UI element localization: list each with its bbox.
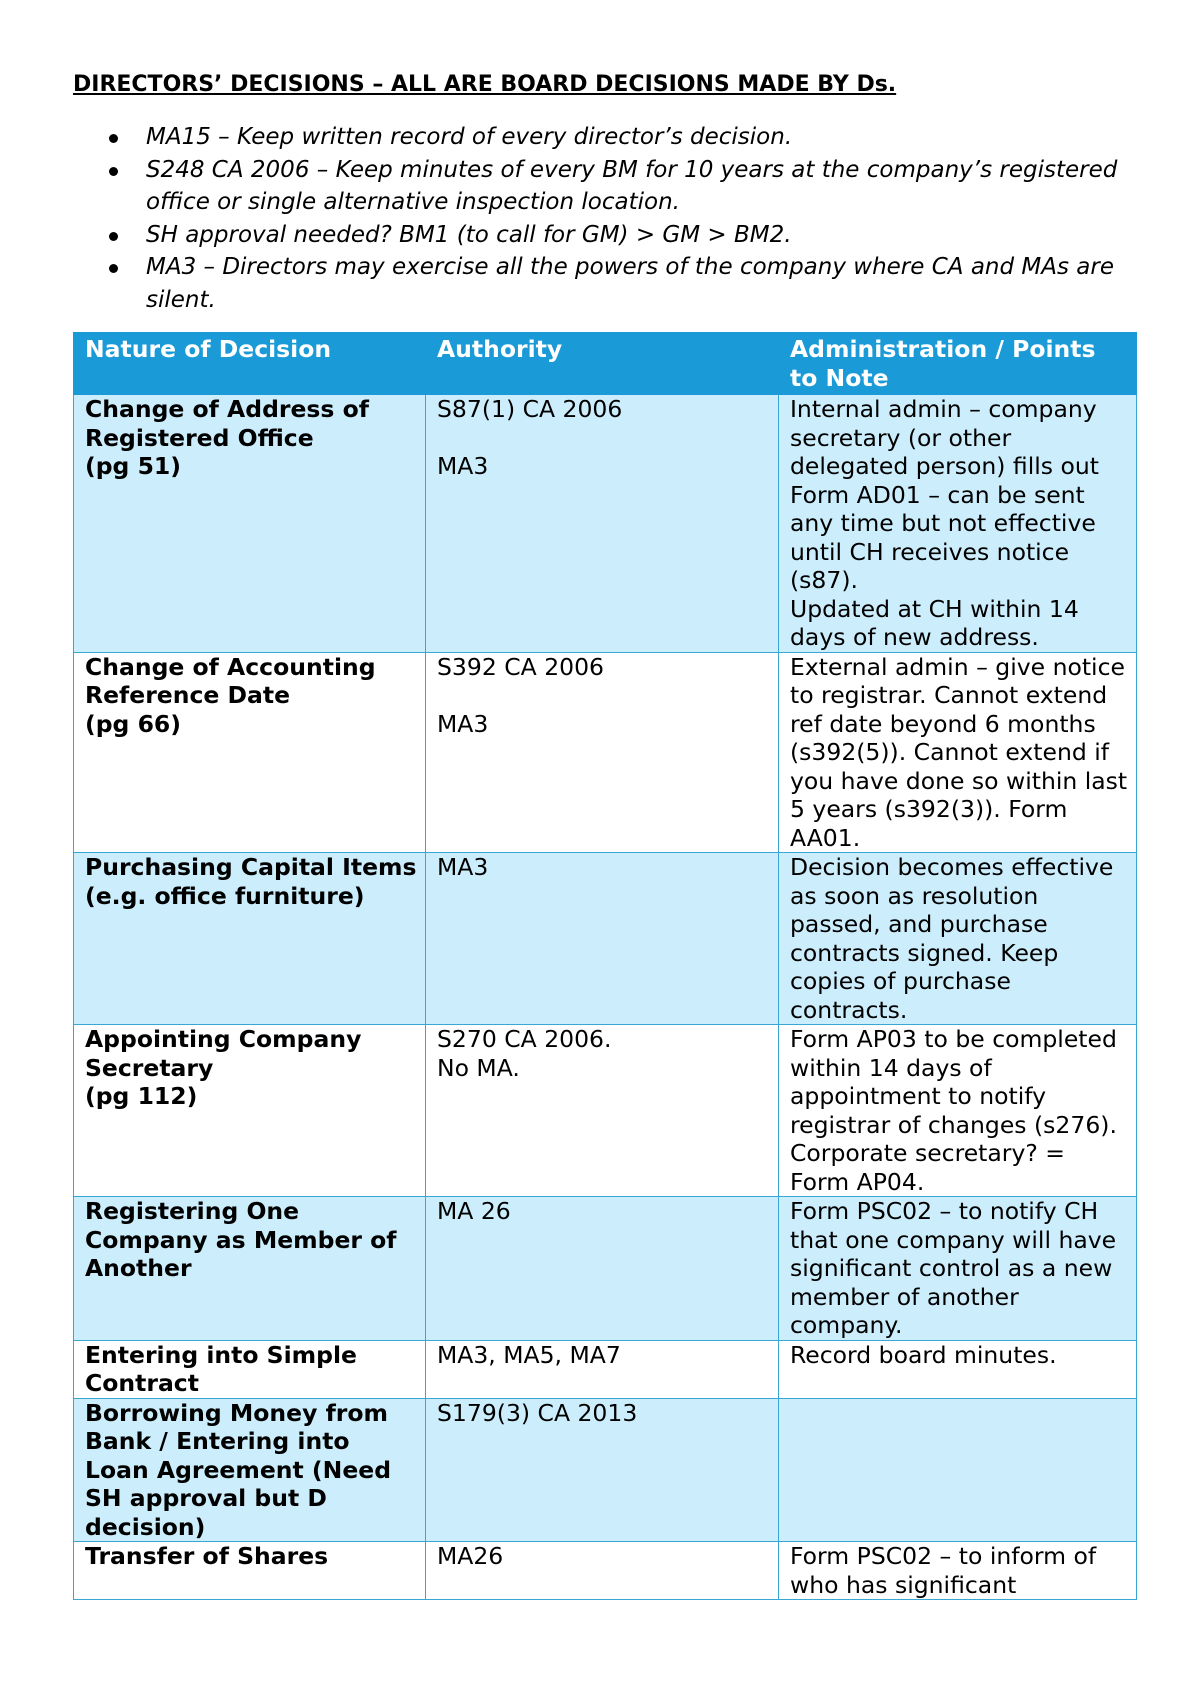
table-row: [74, 1197, 1137, 1341]
nature-text: Borrowing Money from Bank / Entering into Loan Agreement (Need SH approval but D decision): [85, 1398, 392, 1541]
decisions-table: [73, 332, 1137, 1600]
bullet-item: [73, 251, 1143, 316]
notes-cell: [779, 1398, 1137, 1542]
authority-cell: [426, 1025, 779, 1197]
nature-text: Transfer of Shares: [85, 1542, 329, 1570]
table-row: [74, 853, 1137, 1025]
nature-cell: [74, 395, 426, 653]
nature-text: Registering One Company as Member of Another: [85, 1197, 397, 1282]
column-header-authority: Authority: [426, 333, 779, 395]
notes-text: Record board minutes.: [790, 1340, 1057, 1369]
nature-cell: [74, 853, 426, 1025]
authority-text: S392 CA 2006: [437, 652, 605, 681]
notes-text: Form PSC02 – to inform of who has significant: [790, 1542, 1097, 1599]
notes-cell: [779, 1197, 1137, 1341]
nature-text: Change of Address of Registered Office: [85, 395, 369, 452]
bullet-text: MA3 – Directors may exercise all the powers of the company where CA and MAs are silent.: [146, 254, 1114, 313]
column-header-nature: Nature of Decision: [74, 333, 426, 395]
authority-text: S179(3) CA 2013: [437, 1398, 638, 1427]
page-title: DIRECTORS’ DECISIONS – ALL ARE BOARD DECISIONS MADE BY Ds.: [73, 72, 897, 97]
nature-text: Appointing Company Secretary: [85, 1025, 362, 1082]
bullet-dot-icon: [109, 264, 118, 273]
notes-cell: [779, 1340, 1137, 1398]
bullet-list: [73, 121, 1143, 316]
nature-cell: [74, 1398, 426, 1542]
bullet-text: S248 CA 2006 – Keep minutes of every BM for 10 years at the company’s registered office or single alternative inspection location.: [146, 156, 1118, 215]
bullet-dot-icon: [109, 167, 118, 176]
bullet-item: [73, 121, 1143, 154]
authority-text: MA 26: [437, 1197, 511, 1225]
page-ref: (pg 112): [85, 1082, 198, 1110]
nature-text: Entering into Simple Contract: [85, 1340, 357, 1397]
nature-example: (e.g. office furniture): [85, 881, 365, 910]
notes-text: External admin – give notice to registrar. Cannot extend ref date beyond 6 months (s392(5)). Cannot extend if you have done so within last 5 years (s392(3)). Form AA01.: [790, 652, 1128, 852]
notes-text: Corporate secretary? = Form AP04.: [790, 1139, 1065, 1196]
notes-text: Form PSC02 – to notify CH that one company will have significant control as a new member of another company.: [790, 1197, 1117, 1339]
authority-text: S87(1) CA 2006: [437, 395, 623, 423]
bullet-dot-icon: [109, 232, 118, 241]
table-row: [74, 395, 1137, 653]
authority-text: MA3: [437, 853, 489, 881]
table-row: [74, 1340, 1137, 1398]
authority-cell: [426, 1340, 779, 1398]
table-row: [74, 1542, 1137, 1600]
bullet-text: SH approval needed? BM1 (to call for GM) > GM > BM2.: [146, 221, 792, 248]
nature-text: Purchasing Capital Items: [85, 853, 417, 881]
table-header-row: [74, 333, 1137, 395]
notes-text: Form AP03 to be completed within 14 days of appointment to notify registrar of changes (s276).: [790, 1025, 1117, 1139]
nature-cell: [74, 1197, 426, 1341]
authority-cell: [426, 1197, 779, 1341]
authority-cell: [426, 1398, 779, 1542]
nature-cell: [74, 1542, 426, 1600]
notes-cell: [779, 853, 1137, 1025]
notes-cell: [779, 1025, 1137, 1197]
bullet-item: [73, 154, 1143, 219]
page-ref: (pg 51): [85, 452, 182, 480]
table-row: [74, 652, 1137, 853]
authority-cell: [426, 652, 779, 853]
nature-cell: [74, 1340, 426, 1398]
authority-text: MA3: [437, 709, 489, 738]
page-ref: (pg 66): [85, 709, 182, 738]
authority-cell: [426, 395, 779, 653]
authority-text: MA26: [437, 1542, 504, 1570]
nature-text: Change of Accounting Reference Date: [85, 652, 376, 709]
nature-cell: [74, 652, 426, 853]
authority-cell: [426, 853, 779, 1025]
notes-cell: [779, 652, 1137, 853]
authority-text: No MA.: [437, 1053, 520, 1082]
notes-text: Updated at CH within 14 days of new address.: [790, 594, 1079, 651]
notes-cell: [779, 1542, 1137, 1600]
authority-cell: [426, 1542, 779, 1600]
notes-text: Internal admin – company secretary (or other delegated person) fills out Form AD01 – can be sent any time but not effective until CH receives notice (s87).: [790, 395, 1099, 594]
nature-cell: [74, 1025, 426, 1197]
authority-text: S270 CA 2006.: [437, 1025, 612, 1053]
notes-cell: [779, 395, 1137, 653]
column-header-notes: Administration / Points to Note: [779, 333, 1137, 395]
bullet-item: [73, 219, 1143, 252]
bullet-dot-icon: [109, 134, 118, 143]
table-row: [74, 1398, 1137, 1542]
authority-text: MA3: [437, 452, 489, 480]
authority-text: MA3, MA5, MA7: [437, 1340, 621, 1369]
bullet-text: MA15 – Keep written record of every director’s decision.: [146, 124, 793, 150]
notes-text: Decision becomes effective as soon as resolution passed, and purchase contracts signed. Keep copies of purchase contracts.: [790, 853, 1114, 1024]
table-row: [74, 1025, 1137, 1197]
